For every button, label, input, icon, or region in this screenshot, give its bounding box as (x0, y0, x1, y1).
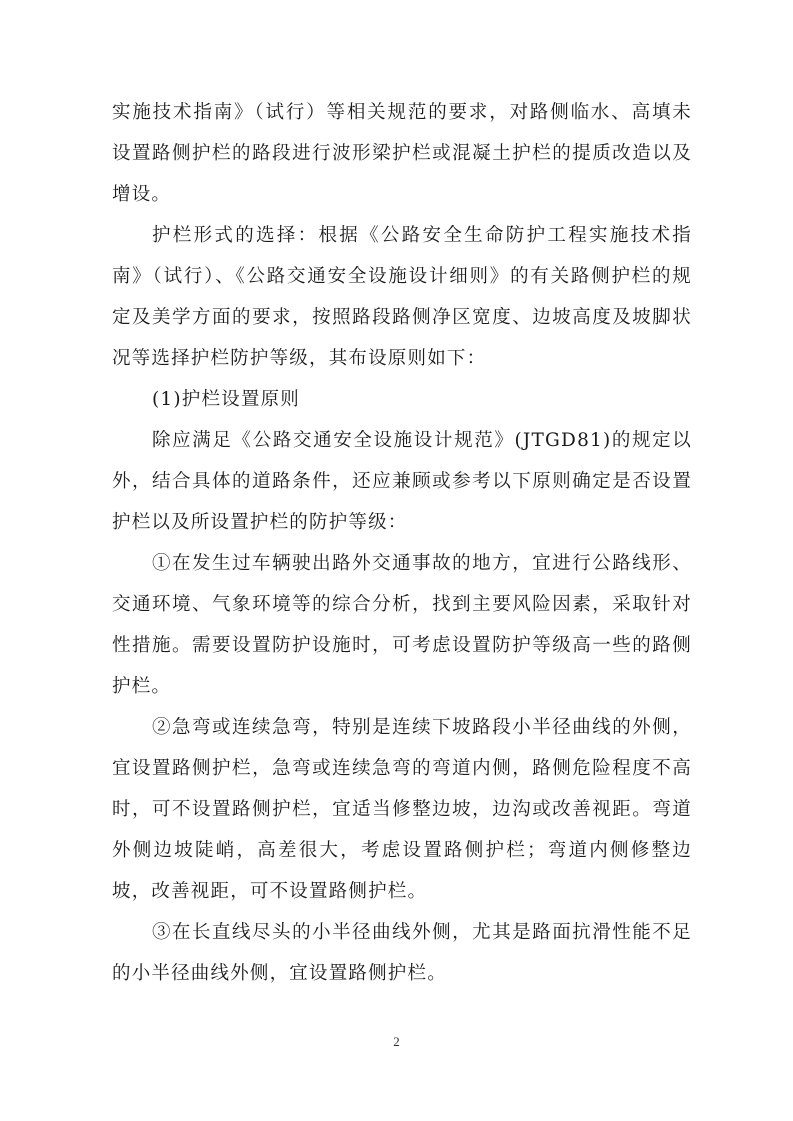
page-number: 2 (393, 1034, 400, 1049)
document-body (112, 92, 692, 994)
paragraph-principles-intro: 除应满足《公路交通安全设施设计规范》(JTGD81)的规定以外，结合具体的道路条件，还应兼顾或参考以下原则确定是否设置护栏以及所设置护栏的防护等级： (112, 430, 692, 533)
paragraph-principle-3: ③在长直线尽头的小半径曲线外侧，尤其是路面抗滑性能不足的小半径曲线外侧，宜设置路侧护栏。 (112, 922, 692, 984)
section-heading-guardrail-principles: (1)护栏设置原则 (152, 389, 301, 410)
paragraph-principle-2: ②急弯或连续急弯，特别是连续下坡路段小半径曲线的外侧，宜设置路侧护栏，急弯或连续急弯的弯道内侧，路侧危险程度不高时，可不设置路侧护栏，宜适当修整边坡，边沟或改善视距。弯道外侧边坡陡峭，高差很大，考虑设置路侧护栏；弯道内侧修整边坡，改善视距，可不设置路侧护栏。 (112, 717, 692, 902)
paragraph-continuation: 实施技术指南》（试行）等相关规范的要求，对路侧临水、高填未设置路侧护栏的路段进行波形梁护栏或混凝土护栏的提质改造以及增设。 (112, 102, 692, 205)
paragraph-principle-1: ①在发生过车辆驶出路外交通事故的地方，宜进行公路线形、交通环境、气象环境等的综合分析，找到主要风险因素，采取针对性措施。需要设置防护设施时，可考虑设置防护等级高一些的路侧护栏。 (112, 553, 692, 697)
paragraph-guardrail-selection: 护栏形式的选择：根据《公路安全生命防护工程实施技术指南》（试行）、《公路交通安全设施设计细则》的有关路侧护栏的规定及美学方面的要求，按照路段路侧净区宽度、边坡高度及坡脚状况等选择护栏防护等级，其布设原则如下： (112, 225, 692, 369)
